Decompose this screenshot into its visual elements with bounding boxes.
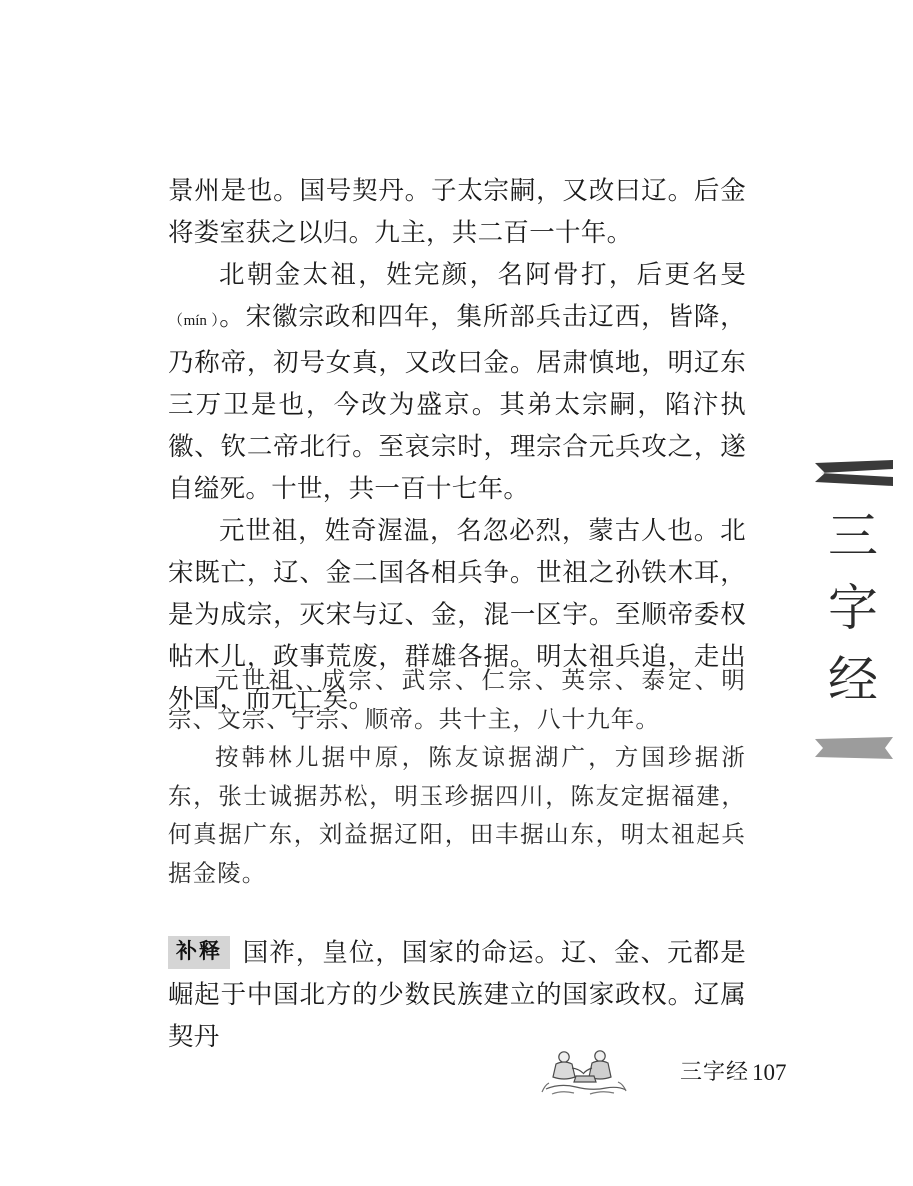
two-scholars-illustration-icon	[538, 1044, 634, 1098]
pinyin-annotation: （mín ）	[168, 313, 220, 329]
paragraph-2-text-after: 。宋徽宗政和四年，集所部兵击辽西，皆降，乃称帝，初号女真，又改曰金。居肃慎地，明辽东三万卫是也，今改为盛京。其弟太宗嗣，陷汴执徽、钦二帝北行。至哀宗时，理宗合元兵攻之，遂自缢死。十世，共一百十七年。	[168, 302, 746, 503]
side-title-char-2: 字	[828, 580, 878, 636]
paragraph-1: 景州是也。国号契丹。子太宗嗣，又改曰辽。后金将娄室获之以归。九主，共二百一十年。	[168, 176, 746, 247]
side-vertical-title	[811, 500, 895, 716]
verse-block	[168, 662, 746, 893]
paragraph-2	[168, 254, 746, 510]
ornament-top-icon	[815, 460, 893, 486]
annotation-text: 国祚，皇位，国家的命运。辽、金、元都是崛起于中国北方的少数民族建立的国家政权。辽属契丹	[168, 938, 746, 1051]
footer-book-title: 三字经	[680, 1059, 750, 1084]
verse-paragraph-1: 元世祖、成宗、武宗、仁宗、英宗、泰定、明宗、文宗、宁宗、顺帝。共十主，八十九年。	[168, 668, 746, 733]
ornament-bottom-icon	[815, 737, 893, 759]
main-text-column	[168, 170, 746, 720]
verse-paragraph-2: 按韩林儿据中原，陈友谅据湖广，方国珍据浙东，张士诚据苏松，明玉珍据四川，陈友定据福建，何真据广东，刘益据辽阳，田丰据山东，明太祖起兵据金陵。	[168, 745, 746, 887]
footer-page-number: 107	[752, 1060, 787, 1085]
paragraph-3: 元世祖，姓奇渥温，名忽必烈，蒙古人也。北宋既亡，辽、金二国各相兵争。世祖之孙铁木耳，是为成宗，灭宋与辽、金，混一区宇。至顺帝委权帖木儿，政事荒废，群雄各据。明太祖兵追，走出外国，而元亡矣。	[168, 516, 746, 713]
paragraph-2-text-before: 北朝金太祖，姓完颜，名阿骨打，后更名旻	[219, 260, 746, 289]
side-title-char-1: 三	[828, 508, 878, 564]
page-footer	[0, 1040, 913, 1100]
side-title-char-3: 经	[828, 652, 878, 708]
annotation-tag: 补释	[168, 936, 230, 969]
